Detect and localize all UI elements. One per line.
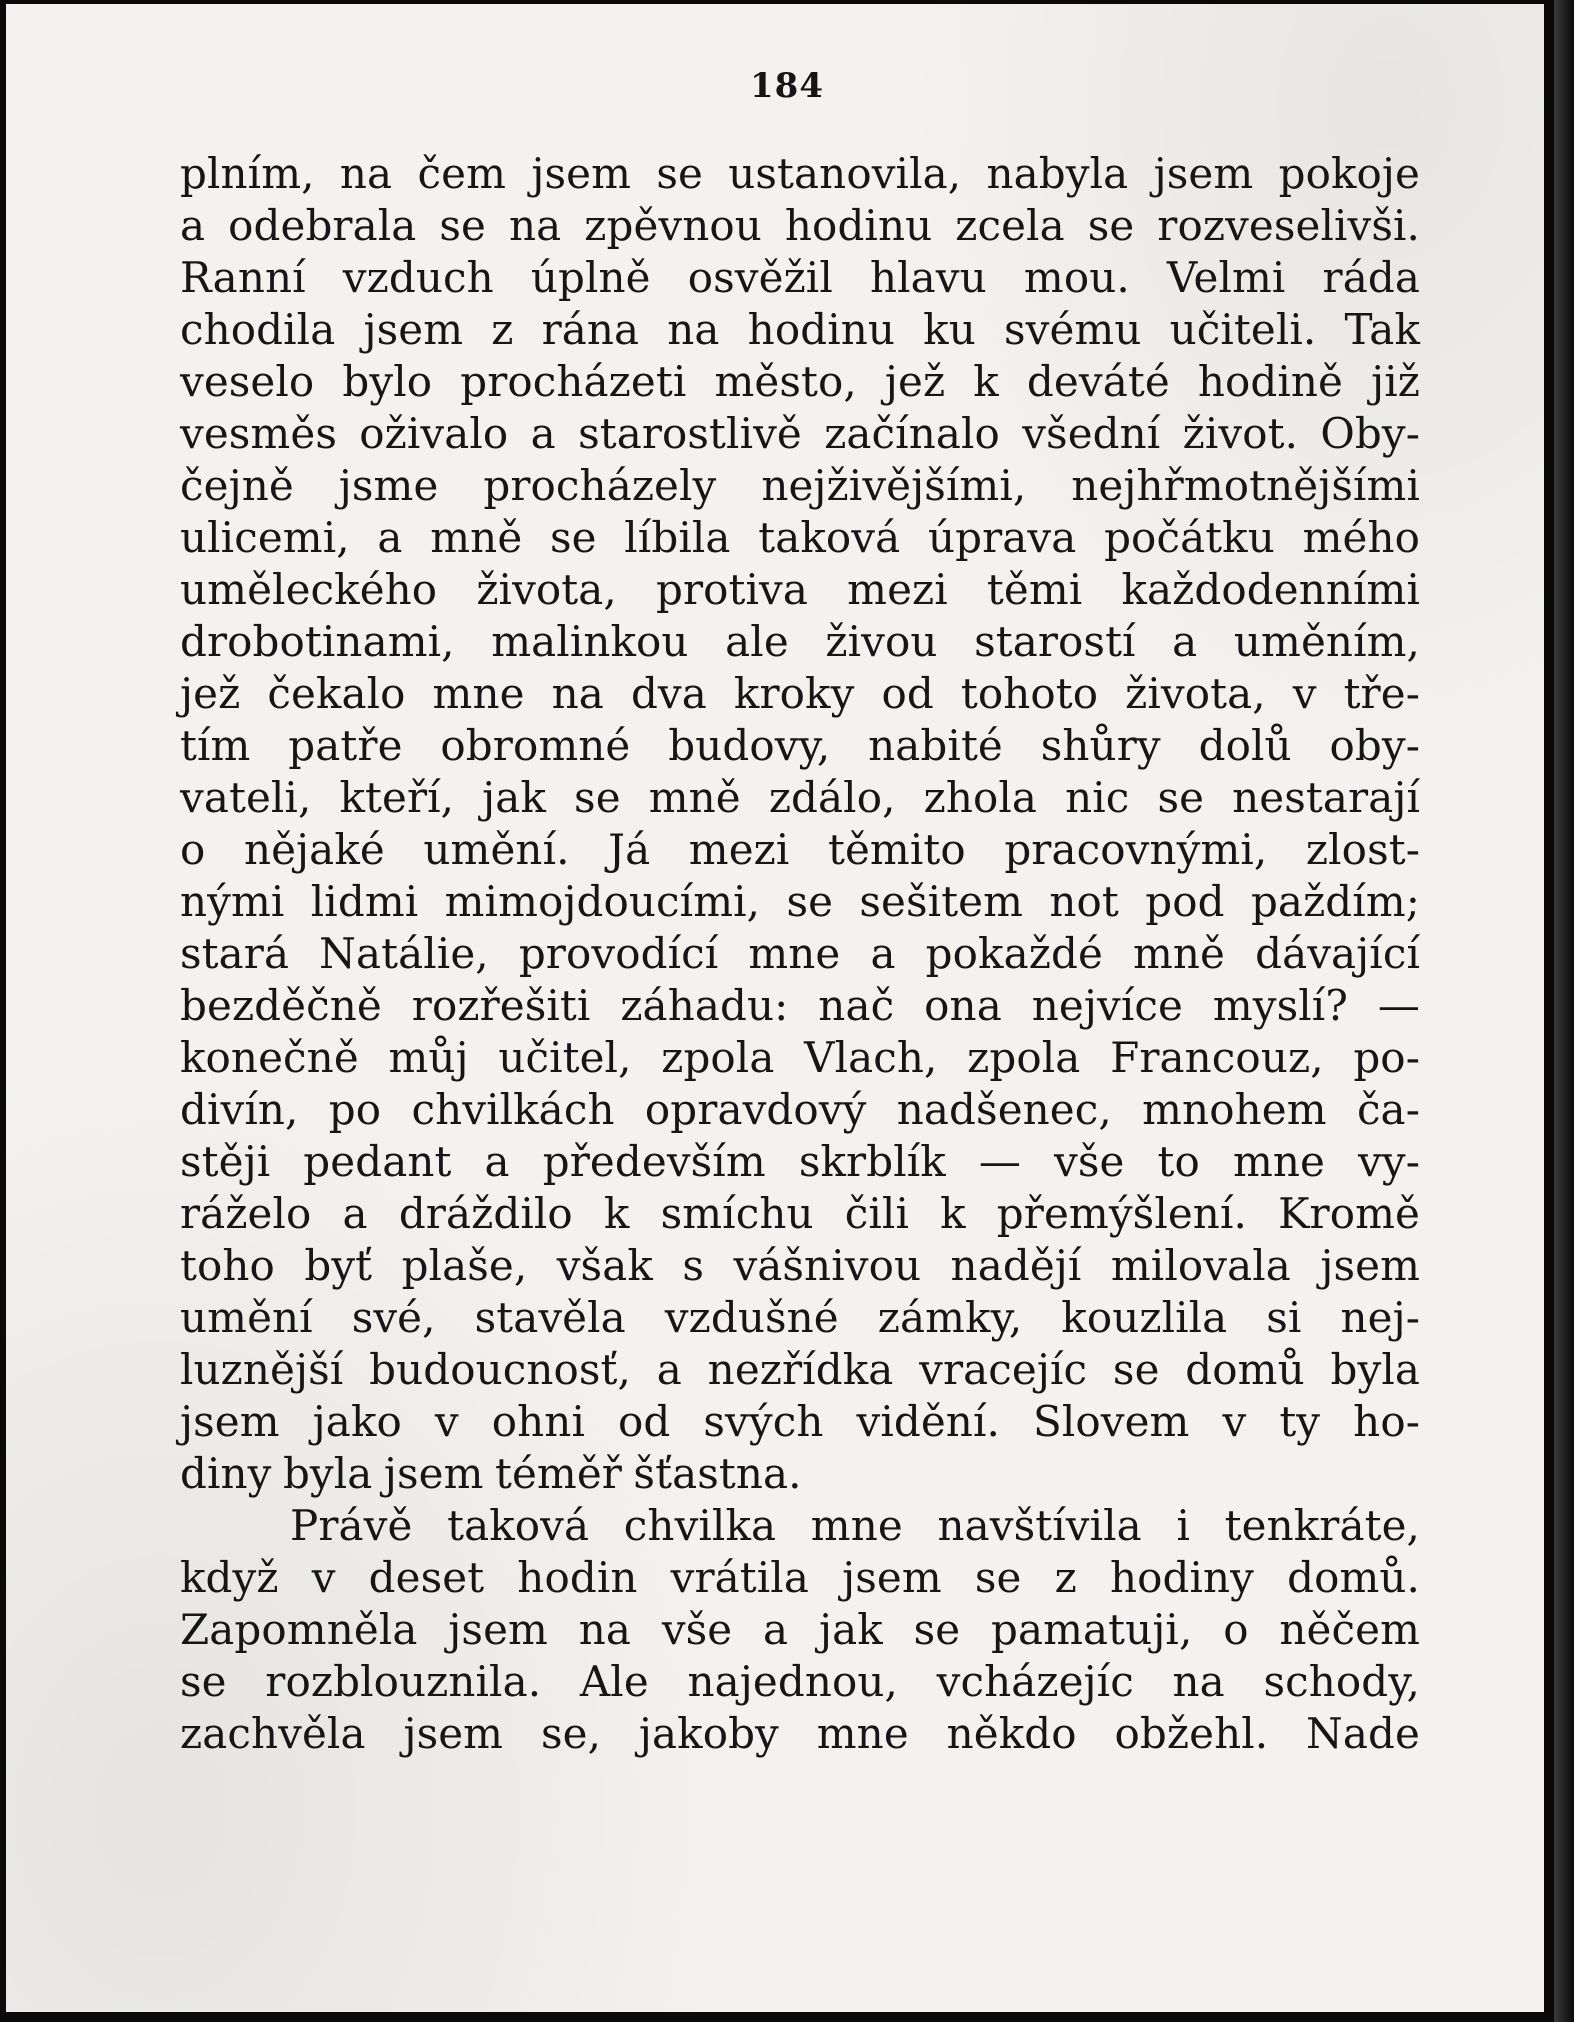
text-line: vateli, kteří, jak se mně zdálo, zhola nic se nestarají: [180, 773, 1420, 822]
text-line: a odebrala se na zpěvnou hodinu zcela se rozveselivši.: [180, 201, 1420, 250]
text-line: Zapomněla jsem na vše a jak se pamatuji, o něčem: [180, 1605, 1420, 1654]
text-line: nými lidmi mimojdoucími, se sešitem not pod paždím;: [180, 877, 1420, 926]
page-number: 184: [750, 66, 824, 106]
text-line: stěji pedant a především skrblík — vše to mne vy-: [180, 1137, 1420, 1186]
text-line: čejně jsme procházely nejživějšími, nejhřmotnějšími: [180, 461, 1420, 510]
body-text: [180, 148, 1420, 1760]
text-line: umění své, stavěla vzdušné zámky, kouzlila si nej-: [180, 1293, 1420, 1342]
text-line: jsem jako v ohni od svých vidění. Slovem v ty ho-: [180, 1397, 1420, 1446]
text-line: ulicemi, a mně se líbila taková úprava počátku mého: [180, 513, 1420, 562]
text-line: o nějaké umění. Já mezi těmito pracovnými, zlost-: [180, 825, 1420, 874]
text-line: jež čekalo mne na dva kroky od tohoto života, v tře-: [180, 669, 1420, 718]
text-line: drobotinami, malinkou ale živou starostí a uměním,: [180, 617, 1420, 666]
page-edge: [1554, 0, 1574, 2022]
text-line: zachvěla jsem se, jakoby mne někdo obžehl. Nade: [180, 1709, 1420, 1758]
text-line: plním, na čem jsem se ustanovila, nabyla jsem pokoje: [180, 149, 1420, 198]
paragraph-end-line: diny byla jsem téměř šťastna.: [180, 1449, 802, 1498]
paragraph-start-line: Právě taková chvilka mne navštívila i tenkráte,: [290, 1501, 1420, 1550]
text-line: Ranní vzduch úplně osvěžil hlavu mou. Velmi ráda: [180, 253, 1420, 302]
text-line: veselo bylo procházeti město, jež k deváté hodině již: [180, 357, 1420, 406]
text-line: uměleckého života, protiva mezi těmi každodenními: [180, 565, 1420, 614]
text-line: tím patře obromné budovy, nabité shůry dolů oby-: [180, 721, 1420, 770]
text-line: chodila jsem z rána na hodinu ku svému učiteli. Tak: [180, 305, 1420, 354]
text-line: divín, po chvilkách opravdový nadšenec, mnohem ča-: [180, 1085, 1420, 1134]
text-line: ráželo a dráždilo k smíchu čili k přemýšlení. Kromě: [180, 1189, 1420, 1238]
text-line: když v deset hodin vrátila jsem se z hodiny domů.: [180, 1553, 1420, 1602]
text-line: vesměs oživalo a starostlivě začínalo všední život. Oby-: [180, 409, 1420, 458]
text-line: konečně můj učitel, zpola Vlach, zpola Francouz, po-: [180, 1033, 1420, 1082]
text-line: stará Natálie, provodící mne a pokaždé mně dávající: [180, 929, 1420, 978]
text-line: bezděčně rozřešiti záhadu: nač ona nejvíce myslí? —: [180, 981, 1420, 1030]
text-line: se rozblouznila. Ale najednou, vcházejíc na schody,: [180, 1657, 1420, 1706]
text-line: toho byť plaše, však s vášnivou nadějí milovala jsem: [180, 1241, 1420, 1290]
text-line: luznější budoucnosť, a nezřídka vracejíc se domů byla: [180, 1345, 1420, 1394]
